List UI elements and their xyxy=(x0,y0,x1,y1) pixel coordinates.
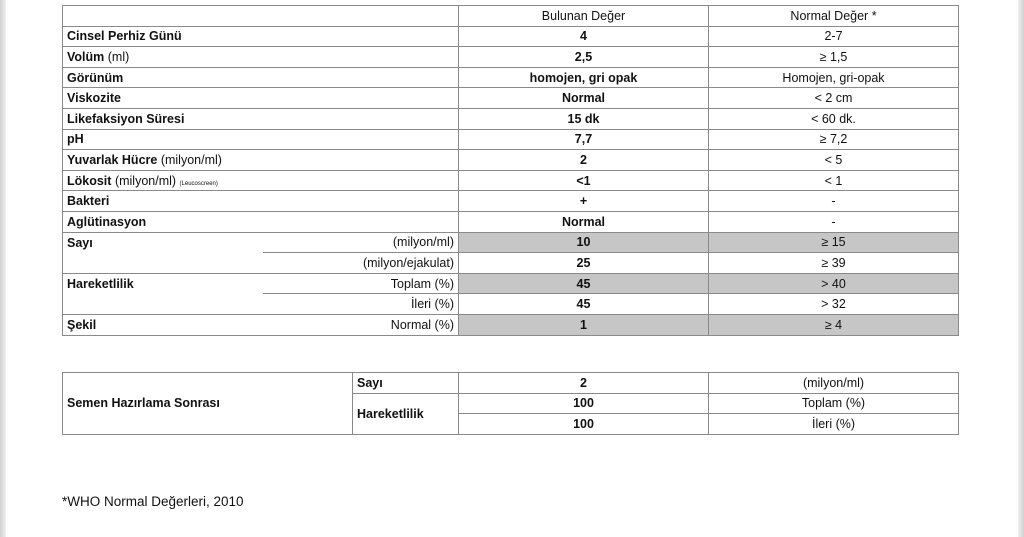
motility-normal: > 32 xyxy=(709,294,959,315)
motility-value: 45 xyxy=(459,294,709,315)
motility-normal: > 40 xyxy=(709,273,959,294)
row-normal: < 2 cm xyxy=(709,88,959,109)
row-value: Normal xyxy=(459,88,709,109)
table-row xyxy=(63,26,959,47)
row-normal: ≥ 7,2 xyxy=(709,129,959,150)
motility-label-cont xyxy=(63,294,263,315)
row-label: Cinsel Perhiz Günü xyxy=(63,26,459,47)
table-row xyxy=(63,253,959,274)
row-value: 15 dk xyxy=(459,108,709,129)
row-value: Normal xyxy=(459,211,709,232)
motility-label: Hareketlilik xyxy=(63,273,263,294)
row-label: pH xyxy=(63,129,459,150)
shape-sub-unit: Normal (%) xyxy=(263,314,459,335)
prep-sayi-unit: (milyon/ml) xyxy=(709,373,959,394)
row-label: Lökosit (milyon/ml) (Leucoscreen) xyxy=(63,170,459,191)
row-value: <1 xyxy=(459,170,709,191)
prep-title: Semen Hazırlama Sonrası xyxy=(63,373,353,435)
header-row xyxy=(63,6,959,27)
sayi-label: Sayı xyxy=(63,232,263,253)
table-row xyxy=(63,373,959,394)
sayi-value: 10 xyxy=(459,232,709,253)
sayi-label-cont xyxy=(63,253,263,274)
prep-sayi-value: 2 xyxy=(459,373,709,394)
header-normal-value: Normal Değer * xyxy=(709,6,959,27)
row-normal: < 1 xyxy=(709,170,959,191)
row-label: Görünüm xyxy=(63,67,459,88)
row-value: 7,7 xyxy=(459,129,709,150)
shape-value: 1 xyxy=(459,314,709,335)
sayi-sub-unit: (milyon/ml) xyxy=(263,232,459,253)
row-label: Volüm (ml) xyxy=(63,47,459,68)
table-row xyxy=(63,88,959,109)
table-row xyxy=(63,273,959,294)
row-label: Yuvarlak Hücre (milyon/ml) xyxy=(63,150,459,171)
row-value: 2 xyxy=(459,150,709,171)
page-edge-right xyxy=(1018,0,1024,537)
prep-sayi-label: Sayı xyxy=(353,373,459,394)
row-method: (Leucoscreen) xyxy=(179,180,218,187)
table-row xyxy=(63,232,959,253)
prep-total-unit: Toplam (%) xyxy=(709,393,959,414)
table-row xyxy=(63,170,959,191)
row-normal: < 5 xyxy=(709,150,959,171)
table-row xyxy=(63,47,959,68)
shape-label: Şekil xyxy=(63,314,263,335)
row-label: Likefaksiyon Süresi xyxy=(63,108,459,129)
row-normal: Homojen, gri-opak xyxy=(709,67,959,88)
page-edge-left xyxy=(0,0,6,537)
row-unit: (ml) xyxy=(107,49,130,64)
table-row xyxy=(63,191,959,212)
motility-sub-unit: İleri (%) xyxy=(263,294,459,315)
row-value: 2,5 xyxy=(459,47,709,68)
motility-value: 45 xyxy=(459,273,709,294)
row-unit: (milyon/ml) xyxy=(160,152,222,167)
shape-normal: ≥ 4 xyxy=(709,314,959,335)
prep-motility-label: Hareketlilik xyxy=(353,393,459,434)
row-normal: - xyxy=(709,191,959,212)
semen-preparation-table xyxy=(62,372,959,435)
row-unit: (milyon/ml) xyxy=(114,173,177,188)
prep-forward-unit: İleri (%) xyxy=(709,414,959,435)
table-row xyxy=(63,314,959,335)
sayi-normal: ≥ 39 xyxy=(709,253,959,274)
semen-analysis-table xyxy=(62,5,959,336)
table-row xyxy=(63,129,959,150)
header-empty xyxy=(63,6,459,27)
prep-forward-value: 100 xyxy=(459,414,709,435)
motility-sub-unit: Toplam (%) xyxy=(263,273,459,294)
table-row xyxy=(63,108,959,129)
table-row xyxy=(63,294,959,315)
header-found-value: Bulunan Değer xyxy=(459,6,709,27)
row-label: Viskozite xyxy=(63,88,459,109)
table-row xyxy=(63,67,959,88)
row-value: homojen, gri opak xyxy=(459,67,709,88)
row-normal: - xyxy=(709,211,959,232)
sayi-sub-unit: (milyon/ejakulat) xyxy=(263,253,459,274)
row-value: 4 xyxy=(459,26,709,47)
row-label: Bakteri xyxy=(63,191,459,212)
row-value: + xyxy=(459,191,709,212)
row-label: Aglütinasyon xyxy=(63,211,459,232)
row-normal: ≥ 1,5 xyxy=(709,47,959,68)
table-row xyxy=(63,150,959,171)
prep-total-value: 100 xyxy=(459,393,709,414)
footnote: *WHO Normal Değerleri, 2010 xyxy=(62,494,244,509)
row-normal: < 60 dk. xyxy=(709,108,959,129)
row-normal: 2-7 xyxy=(709,26,959,47)
table-row xyxy=(63,211,959,232)
sayi-normal: ≥ 15 xyxy=(709,232,959,253)
sayi-value: 25 xyxy=(459,253,709,274)
